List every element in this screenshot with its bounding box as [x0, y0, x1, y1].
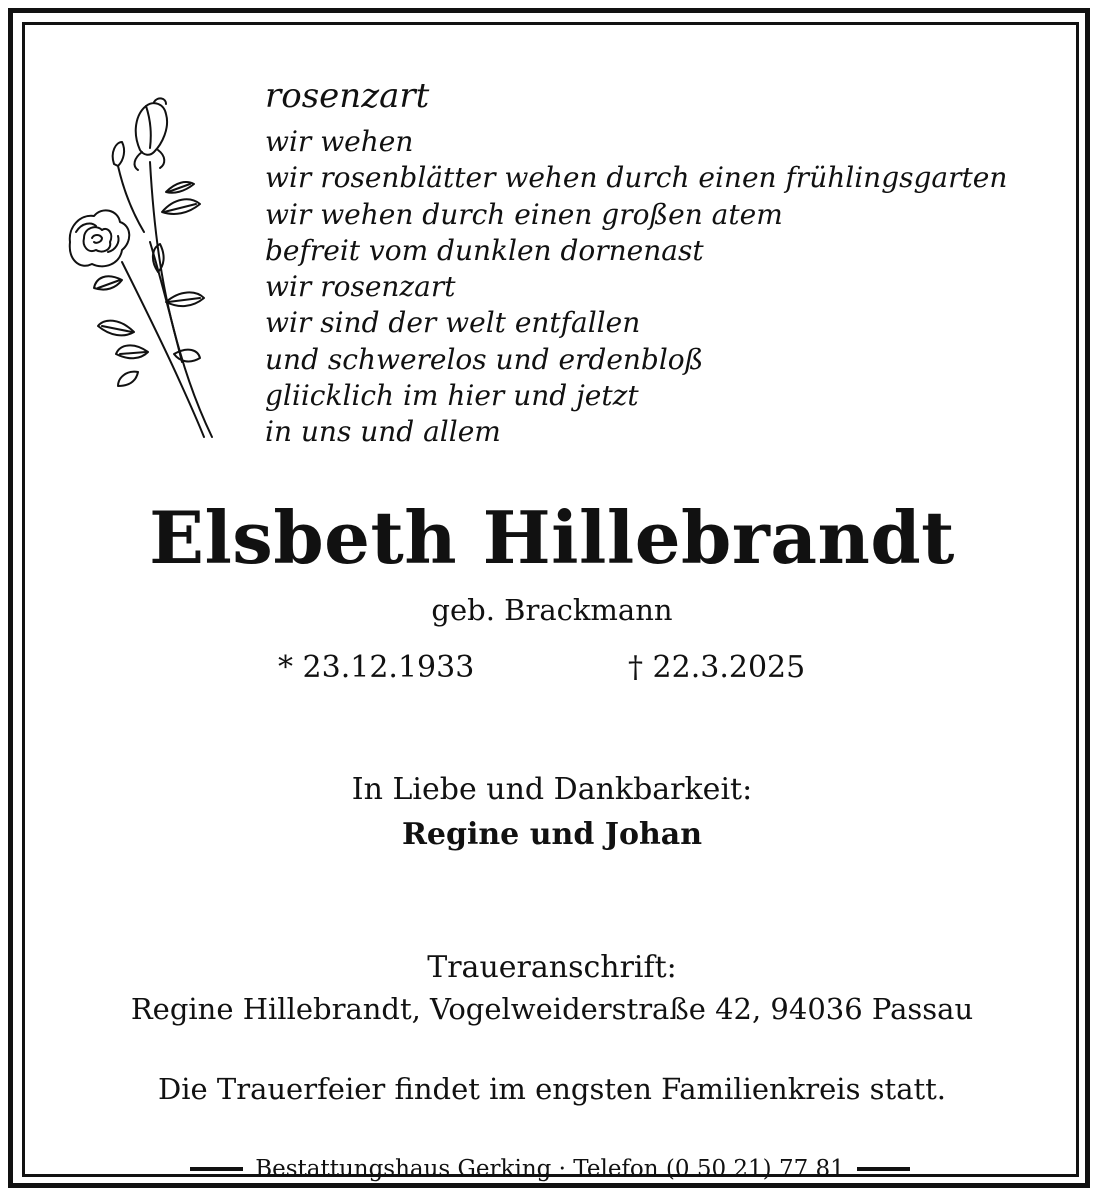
- footer-rule-right: [857, 1167, 910, 1171]
- rose-illustration-icon: [62, 92, 222, 442]
- poem-line: gliicklich im hier und jetzt: [265, 379, 639, 413]
- footer-rule-left: [190, 1167, 243, 1171]
- poem-line: befreit vom dunklen dornenast: [265, 233, 704, 267]
- poem-line: wir wehen durch einen großen atem: [265, 197, 783, 231]
- mourning-address: Regine Hillebrandt, Vogelweiderstraße 42, 94036 Passau: [130, 992, 974, 1026]
- poem-title: rosenzart: [265, 76, 430, 116]
- death-date: † 22.3.2025: [628, 650, 806, 685]
- footer: [190, 1152, 910, 1186]
- funeral-home-info: Bestattungshaus Gerking · Telefon (0 50 21) 77 81: [255, 1156, 845, 1182]
- poem-line: und schwerelos und erdenbloß: [265, 342, 704, 376]
- poem-line: in uns und allem: [265, 415, 501, 449]
- address-label: Traueranschrift:: [427, 950, 677, 985]
- gratitude-line: In Liebe und Dankbarkeit:: [351, 772, 753, 807]
- poem-line: wir rosenzart: [265, 270, 456, 304]
- mourner-names: Regine und Johan: [401, 817, 703, 852]
- poem-line: wir wehen: [265, 125, 414, 158]
- poem-line: wir rosenblätter wehen durch einen frühlingsgarten: [265, 161, 1008, 195]
- poem-lines: [265, 124, 1007, 451]
- ceremony-note: Die Trauerfeier findet im engsten Familienkreis statt.: [157, 1072, 947, 1106]
- poem-line: wir sind der welt entfallen: [265, 306, 641, 340]
- maiden-name: geb. Brackmann: [431, 593, 673, 627]
- birth-date: * 23.12.1933: [278, 650, 475, 685]
- deceased-name: Elsbeth Hillebrandt: [149, 495, 955, 580]
